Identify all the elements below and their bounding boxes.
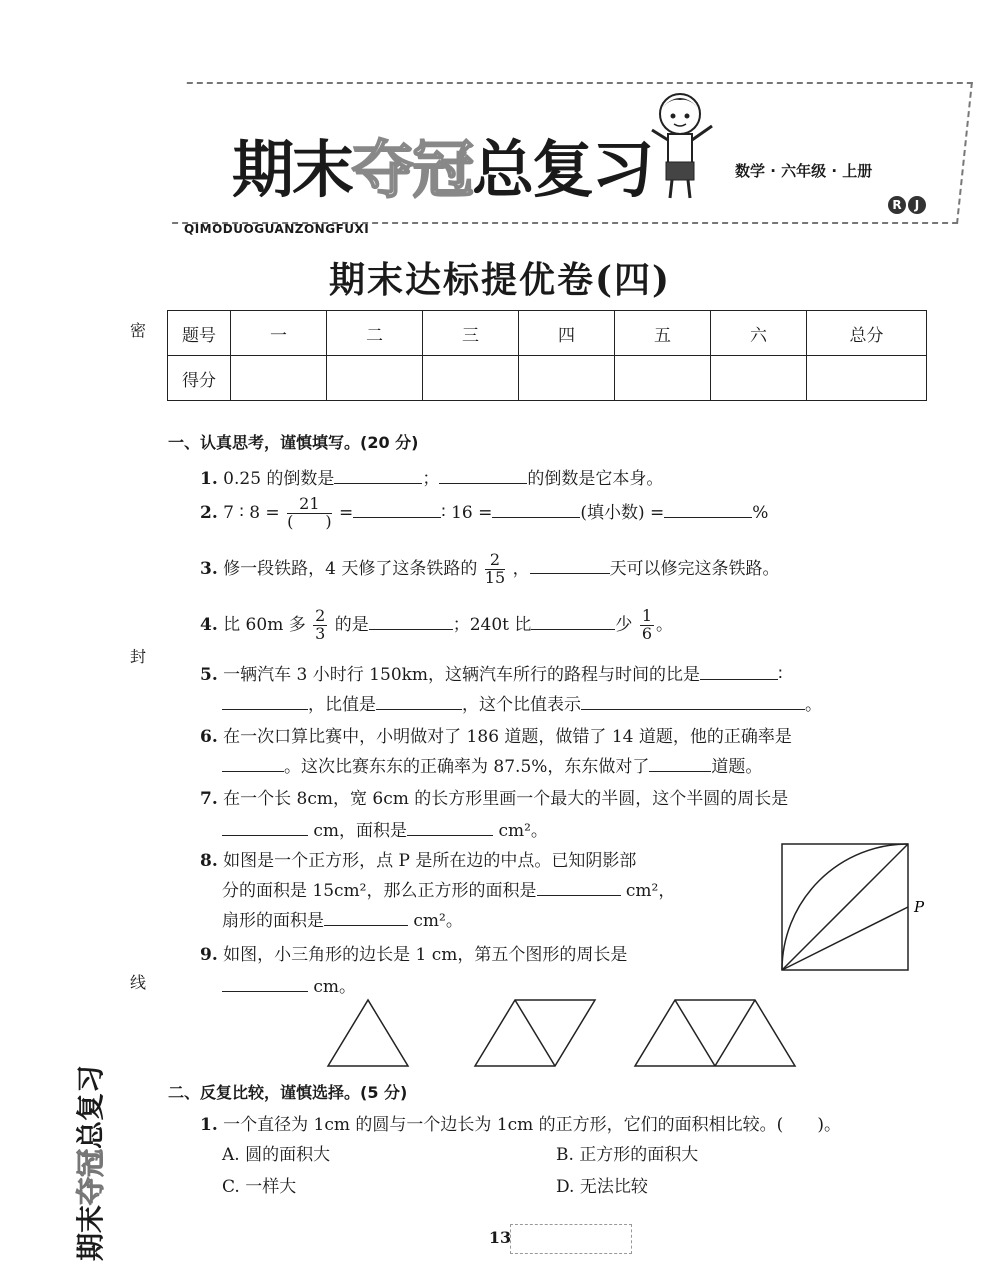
answer-blank[interactable] bbox=[222, 975, 308, 992]
side-mark-feng: 封 bbox=[130, 647, 147, 666]
answer-blank[interactable] bbox=[353, 501, 441, 518]
answer-blank[interactable] bbox=[369, 613, 453, 630]
point-p-label: P bbox=[914, 898, 925, 916]
midpoint-line bbox=[782, 907, 908, 970]
question-8-line-2: 分的面积是 15cm²，那么正方形的面积是 cm²， bbox=[222, 881, 676, 901]
question-5-line-2: ，比值是 ，这个比值表示 。 bbox=[222, 690, 822, 715]
brand-logo: 期末夺冠总复习 bbox=[232, 133, 653, 206]
square-diagram bbox=[770, 838, 940, 978]
question-9-line-1: 9. 如图，小三角形的边长是 1 cm，第五个图形的周长是 bbox=[200, 945, 628, 965]
table-cell: 二 bbox=[327, 311, 423, 356]
question-2: 2. 7 ∶ 8 = $\frac{21}{( )}$ = ∶ 16 = (填小数) = % bbox=[200, 494, 769, 531]
edition-badge-j: J bbox=[908, 196, 926, 214]
answer-blank[interactable] bbox=[439, 467, 527, 484]
triangle-figure-3-inner bbox=[715, 1000, 755, 1066]
question-1: 1. 0.25 的倒数是 ； 的倒数是它本身。 bbox=[200, 469, 664, 489]
answer-blank[interactable] bbox=[492, 501, 580, 518]
option-a[interactable]: A. 圆的面积大 bbox=[222, 1145, 331, 1165]
fraction: $\frac{21}{( )}$ bbox=[287, 494, 332, 531]
table-cell: 五 bbox=[615, 311, 711, 356]
answer-blank[interactable] bbox=[407, 819, 493, 836]
fraction: $\frac{1}{6}$ bbox=[641, 606, 652, 643]
score-input-6[interactable] bbox=[711, 356, 807, 401]
answer-blank[interactable] bbox=[664, 501, 752, 518]
table-row bbox=[168, 356, 927, 401]
answer-blank[interactable] bbox=[334, 467, 422, 484]
option-d[interactable]: D. 无法比较 bbox=[556, 1177, 648, 1197]
cartoon-boy-icon bbox=[640, 86, 720, 206]
answer-blank[interactable] bbox=[700, 663, 778, 680]
section-2-heading: 二、反复比较，谨慎选择。(5 分) bbox=[168, 1083, 408, 1102]
question-4: 4. 比 60m 多 $\frac{2}{3}$ 的是 ；240t 比 少 $\frac{1}{6}$ 。 bbox=[200, 606, 673, 643]
answer-blank[interactable] bbox=[324, 909, 408, 926]
answer-blank[interactable] bbox=[531, 613, 615, 630]
page-number: 13 bbox=[488, 1228, 512, 1247]
brand-pinyin: QIMODUOGUANZONGFUXI bbox=[184, 222, 370, 236]
question-6-line-1: 6. 在一次口算比赛中，小明做对了 186 道题，做错了 14 道题，他的正确率是 bbox=[200, 727, 792, 747]
question-8-line-3: 扇形的面积是 cm²。 bbox=[222, 911, 463, 931]
triangle-figure-3-inner bbox=[675, 1000, 715, 1066]
table-cell: 总分 bbox=[807, 311, 927, 356]
score-input-1[interactable] bbox=[231, 356, 327, 401]
option-b[interactable]: B. 正方形的面积大 bbox=[556, 1145, 699, 1165]
question-6-line-2: 。这次比赛东东的正确率为 87.5%，东东做对了 道题。 bbox=[222, 752, 762, 777]
triangle-figure-1 bbox=[328, 1000, 408, 1066]
score-table bbox=[167, 310, 927, 401]
answer-blank[interactable] bbox=[581, 693, 805, 710]
score-input-3[interactable] bbox=[423, 356, 519, 401]
side-mark-mi: 密 bbox=[130, 321, 147, 340]
question-9-line-2: cm。 bbox=[222, 972, 356, 997]
question-5-line-1: 5. 一辆汽车 3 小时行 150km，这辆汽车所行的路程与时间的比是 ∶ bbox=[200, 665, 783, 685]
answer-blank[interactable] bbox=[222, 819, 308, 836]
score-input-5[interactable] bbox=[615, 356, 711, 401]
score-input-2[interactable] bbox=[327, 356, 423, 401]
edition-badge-r: R bbox=[888, 196, 906, 214]
triangle-figures bbox=[320, 996, 800, 1072]
subject-label: 数学 · 六年级 · 上册 bbox=[735, 162, 873, 180]
table-row bbox=[168, 311, 927, 356]
question-7-line-1: 7. 在一个长 8cm，宽 6cm 的长方形里画一个最大的半圆，这个半圆的周长是 bbox=[200, 789, 789, 809]
diagonal-line bbox=[782, 844, 908, 970]
answer-blank[interactable] bbox=[649, 755, 711, 772]
score-input-total[interactable] bbox=[807, 356, 927, 401]
fraction: $\frac{2}{3}$ bbox=[315, 606, 326, 643]
triangle-figure-2-inner bbox=[515, 1000, 555, 1066]
table-cell: 四 bbox=[519, 311, 615, 356]
answer-blank[interactable] bbox=[376, 693, 462, 710]
table-cell: 三 bbox=[423, 311, 519, 356]
answer-blank[interactable] bbox=[537, 879, 621, 896]
page-title: 期末达标提优卷(四) bbox=[328, 259, 672, 301]
answer-blank[interactable] bbox=[222, 755, 284, 772]
fraction: $\frac{2}{15}$ bbox=[484, 550, 506, 587]
score-input-4[interactable] bbox=[519, 356, 615, 401]
svg-text:期末夺冠总复习: 期末夺冠总复习 bbox=[74, 1064, 107, 1261]
answer-blank[interactable] bbox=[222, 693, 308, 710]
section-1-heading: 一、认真思考，谨慎填写。(20 分) bbox=[168, 433, 419, 452]
triangle-figure-3 bbox=[635, 1000, 795, 1066]
section-2-question-1: 1. 一个直径为 1cm 的圆与一个边长为 1cm 的正方形，它们的面积相比较。( )。 bbox=[200, 1115, 841, 1135]
table-cell: 得分 bbox=[168, 356, 231, 401]
option-c[interactable]: C. 一样大 bbox=[222, 1177, 297, 1197]
side-mark-xian: 线 bbox=[130, 973, 147, 992]
answer-blank[interactable] bbox=[530, 557, 610, 574]
question-7-line-2: cm，面积是 cm²。 bbox=[222, 816, 548, 841]
table-cell: 题号 bbox=[168, 311, 231, 356]
table-cell: 六 bbox=[711, 311, 807, 356]
question-3: 3. 修一段铁路，4 天修了这条铁路的 $\frac{2}{15}$ ， 天可以修完这条铁路。 bbox=[200, 550, 780, 587]
table-cell: 一 bbox=[231, 311, 327, 356]
question-8-line-1: 8. 如图是一个正方形，点 P 是所在边的中点。已知阴影部 bbox=[200, 851, 637, 871]
